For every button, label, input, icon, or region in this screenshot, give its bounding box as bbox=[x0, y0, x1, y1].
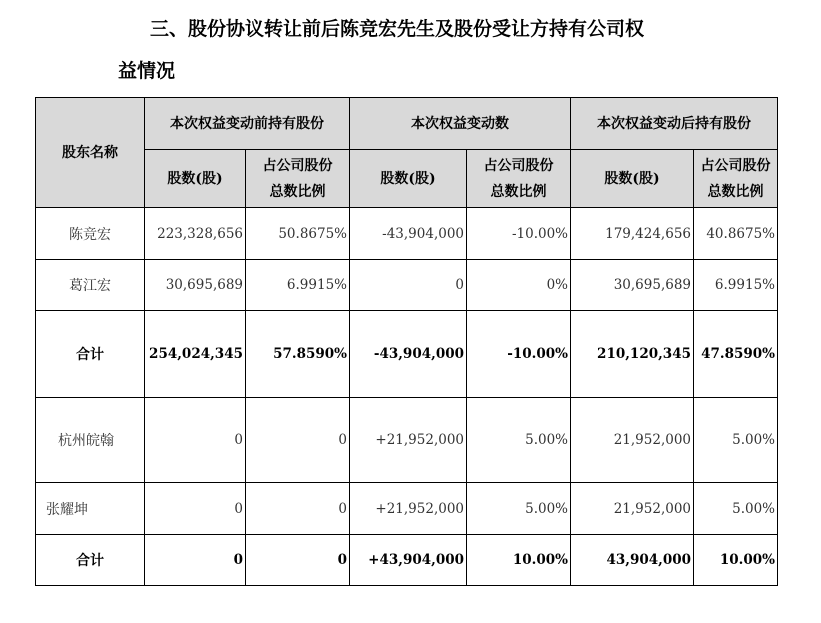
change-shares: -43,904,000 bbox=[350, 208, 467, 260]
section-heading-continued: 益情况 bbox=[118, 60, 176, 82]
after-ratio: 40.8675% bbox=[694, 208, 778, 260]
header-before-change: 本次权益变动前持有股份 bbox=[145, 98, 350, 150]
before-shares: 254,024,345 bbox=[145, 311, 246, 398]
after-ratio: 47.8590% bbox=[694, 311, 778, 398]
before-shares: 0 bbox=[145, 398, 246, 483]
header-after-change: 本次权益变动后持有股份 bbox=[571, 98, 778, 150]
after-ratio: 5.00% bbox=[694, 483, 778, 535]
after-shares: 179,424,656 bbox=[571, 208, 694, 260]
header-ratio: 占公司股份 总数比例 bbox=[694, 150, 778, 208]
after-shares: 30,695,689 bbox=[571, 260, 694, 311]
before-ratio: 57.8590% bbox=[246, 311, 350, 398]
shareholder-name: 张耀坤 bbox=[36, 483, 145, 535]
after-shares: 21,952,000 bbox=[571, 483, 694, 535]
header-ratio: 占公司股份 总数比例 bbox=[467, 150, 571, 208]
shareholder-name: 杭州皖翰 bbox=[36, 398, 145, 483]
after-shares: 210,120,345 bbox=[571, 311, 694, 398]
change-ratio: 5.00% bbox=[467, 398, 571, 483]
change-ratio: -10.00% bbox=[467, 311, 571, 398]
subtotal-row bbox=[36, 535, 778, 586]
before-shares: 30,695,689 bbox=[145, 260, 246, 311]
subtotal-label: 合计 bbox=[36, 535, 145, 586]
change-ratio: 5.00% bbox=[467, 483, 571, 535]
table-row bbox=[36, 260, 778, 311]
subtotal-row bbox=[36, 311, 778, 398]
section-heading: 三、股份协议转让前后陈竞宏先生及股份受让方持有公司权 bbox=[150, 18, 645, 40]
header-shares: 股数(股) bbox=[350, 150, 467, 208]
before-shares: 223,328,656 bbox=[145, 208, 246, 260]
shareholder-name: 葛江宏 bbox=[36, 260, 145, 311]
after-ratio: 6.9915% bbox=[694, 260, 778, 311]
before-ratio: 0 bbox=[246, 535, 350, 586]
before-ratio: 6.9915% bbox=[246, 260, 350, 311]
change-shares: +21,952,000 bbox=[350, 483, 467, 535]
after-ratio: 5.00% bbox=[694, 398, 778, 483]
change-ratio: 0% bbox=[467, 260, 571, 311]
before-shares: 0 bbox=[145, 483, 246, 535]
equity-change-table bbox=[35, 97, 778, 586]
header-shares: 股数(股) bbox=[145, 150, 246, 208]
change-shares: 0 bbox=[350, 260, 467, 311]
subtotal-label: 合计 bbox=[36, 311, 145, 398]
before-shares: 0 bbox=[145, 535, 246, 586]
header-shareholder-name: 股东名称 bbox=[36, 98, 145, 208]
shareholder-name: 陈竞宏 bbox=[36, 208, 145, 260]
header-shares: 股数(股) bbox=[571, 150, 694, 208]
after-shares: 43,904,000 bbox=[571, 535, 694, 586]
header-ratio: 占公司股份 总数比例 bbox=[246, 150, 350, 208]
change-shares: +43,904,000 bbox=[350, 535, 467, 586]
change-ratio: 10.00% bbox=[467, 535, 571, 586]
change-shares: -43,904,000 bbox=[350, 311, 467, 398]
change-shares: +21,952,000 bbox=[350, 398, 467, 483]
after-shares: 21,952,000 bbox=[571, 398, 694, 483]
table-row bbox=[36, 398, 778, 483]
before-ratio: 0 bbox=[246, 483, 350, 535]
header-change-amount: 本次权益变动数 bbox=[350, 98, 571, 150]
table-row bbox=[36, 208, 778, 260]
before-ratio: 50.8675% bbox=[246, 208, 350, 260]
after-ratio: 10.00% bbox=[694, 535, 778, 586]
before-ratio: 0 bbox=[246, 398, 350, 483]
table-row bbox=[36, 483, 778, 535]
change-ratio: -10.00% bbox=[467, 208, 571, 260]
